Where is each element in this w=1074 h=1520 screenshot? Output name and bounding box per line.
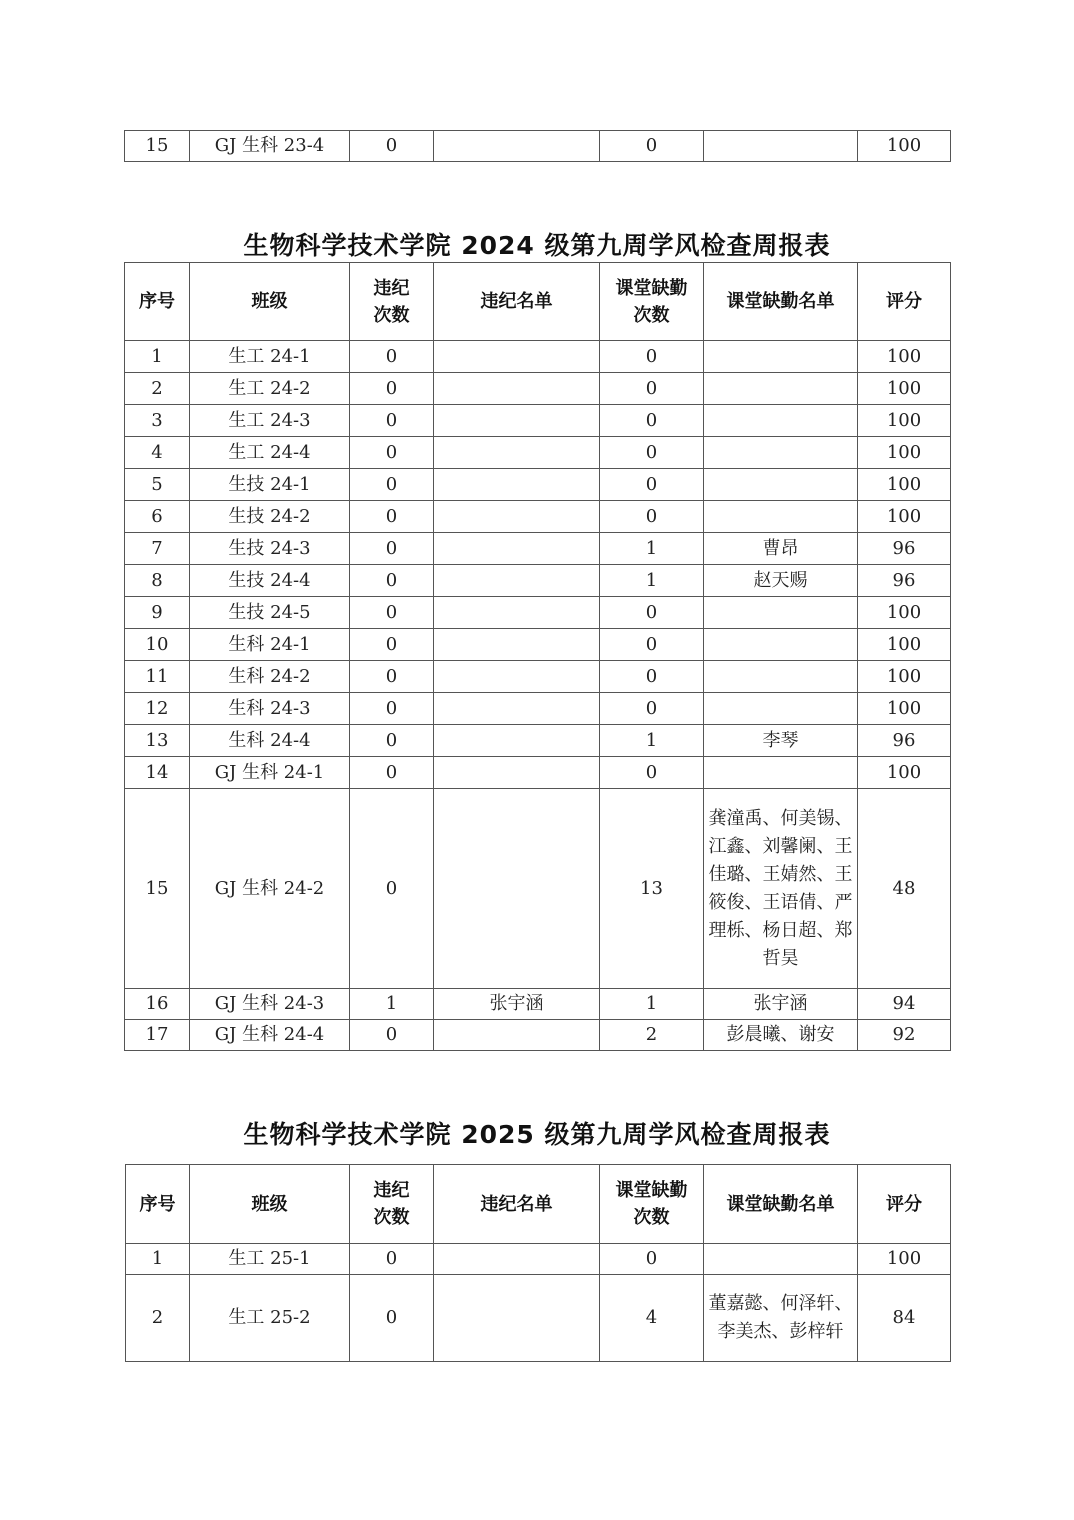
cell-absence-names (704, 629, 858, 661)
header-violations: 违纪次数 (350, 263, 434, 341)
cell-class: 生科 24-1 (190, 629, 350, 661)
cell-absences: 0 (600, 693, 704, 725)
table-row (125, 405, 951, 437)
cell-class: 生技 24-4 (190, 565, 350, 597)
table-row (126, 1275, 951, 1362)
header-index: 序号 (125, 263, 190, 341)
cell-index: 14 (125, 757, 190, 789)
cell-violations: 0 (350, 437, 434, 469)
cell-score: 100 (858, 405, 951, 437)
cell-violations: 0 (350, 565, 434, 597)
cell-violation-names (434, 597, 600, 629)
cell-absences: 0 (600, 629, 704, 661)
cell-score: 94 (858, 989, 951, 1020)
header-absences: 课堂缺勤次数 (600, 1165, 704, 1244)
cell-violations: 0 (350, 789, 434, 989)
cell-violations: 0 (350, 131, 434, 162)
table-row (126, 1244, 951, 1275)
cell-violations: 0 (350, 1244, 434, 1275)
header-violation-names: 违纪名单 (434, 1165, 600, 1244)
cell-absence-names (704, 501, 858, 533)
cell-absence-names (704, 131, 858, 162)
cell-violation-names (434, 661, 600, 693)
cell-violation-names (434, 789, 600, 989)
cell-absence-names: 龚潼禹、何美锡、江鑫、刘馨阑、王佳璐、王婧然、王筱俊、王语倩、严理栎、杨日超、郑哲昊 (704, 789, 858, 989)
cell-absences: 4 (600, 1275, 704, 1362)
cell-index: 7 (125, 533, 190, 565)
cell-violation-names (434, 1244, 600, 1275)
table-row (125, 661, 951, 693)
table-row (125, 693, 951, 725)
cell-violation-names (434, 373, 600, 405)
cell-absence-names: 张宇涵 (704, 989, 858, 1020)
cell-class: 生工 24-4 (190, 437, 350, 469)
cell-index: 2 (125, 373, 190, 405)
cell-class: 生技 24-1 (190, 469, 350, 501)
header-violations: 违纪次数 (350, 1165, 434, 1244)
cell-score: 100 (858, 757, 951, 789)
header-row (125, 263, 951, 341)
cell-violation-names (434, 501, 600, 533)
cell-violations: 0 (350, 725, 434, 757)
cell-class: 生工 24-2 (190, 373, 350, 405)
cell-absences: 0 (600, 501, 704, 533)
cell-absences: 0 (600, 1244, 704, 1275)
cell-index: 8 (125, 565, 190, 597)
cell-absence-names (704, 437, 858, 469)
table-row (125, 597, 951, 629)
table-row (125, 501, 951, 533)
cell-violation-names (434, 725, 600, 757)
table-row (125, 373, 951, 405)
cell-score: 100 (858, 373, 951, 405)
cell-absence-names (704, 597, 858, 629)
table-row (125, 629, 951, 661)
header-row (126, 1165, 951, 1244)
cell-absences: 1 (600, 565, 704, 597)
cell-absences: 0 (600, 661, 704, 693)
cell-violations: 0 (350, 469, 434, 501)
cell-score: 84 (858, 1275, 951, 1362)
cell-absence-names (704, 373, 858, 405)
table-2025-title: 生物科学技术学院 2025 级第九周学风检查周报表 (243, 1120, 831, 1149)
cell-absence-names: 赵天赐 (704, 565, 858, 597)
header-score: 评分 (858, 263, 951, 341)
cell-absences: 2 (600, 1020, 704, 1051)
cell-absence-names (704, 405, 858, 437)
cell-violations: 0 (350, 341, 434, 373)
cell-absences: 0 (600, 373, 704, 405)
cell-class: 生技 24-5 (190, 597, 350, 629)
cell-absence-names (704, 661, 858, 693)
cell-violations: 0 (350, 661, 434, 693)
cell-class: 生工 25-2 (190, 1275, 350, 1362)
cell-violations: 0 (350, 693, 434, 725)
cell-index: 17 (125, 1020, 190, 1051)
cell-violation-names (434, 757, 600, 789)
cell-score: 96 (858, 725, 951, 757)
cell-score: 100 (858, 437, 951, 469)
cell-index: 3 (125, 405, 190, 437)
cell-class: GJ 生科 24-1 (190, 757, 350, 789)
cell-violations: 0 (350, 501, 434, 533)
cell-absences: 0 (600, 757, 704, 789)
header-absence-names: 课堂缺勤名单 (704, 263, 858, 341)
cell-index: 13 (125, 725, 190, 757)
cell-score: 92 (858, 1020, 951, 1051)
cell-class: GJ 生科 23-4 (190, 131, 350, 162)
cell-violation-names (434, 533, 600, 565)
cell-score: 96 (858, 533, 951, 565)
cell-absences: 1 (600, 533, 704, 565)
cell-violation-names (434, 437, 600, 469)
cell-class: GJ 生科 24-4 (190, 1020, 350, 1051)
cell-class: 生技 24-2 (190, 501, 350, 533)
table-row (125, 565, 951, 597)
cell-index: 11 (125, 661, 190, 693)
cell-violation-names (434, 405, 600, 437)
table-2025 (125, 1164, 951, 1362)
cell-violations: 0 (350, 405, 434, 437)
cell-violation-names (434, 341, 600, 373)
cell-index: 9 (125, 597, 190, 629)
cell-score: 96 (858, 565, 951, 597)
cell-index: 15 (125, 789, 190, 989)
cell-violation-names (434, 693, 600, 725)
cell-absences: 1 (600, 725, 704, 757)
cell-absence-names (704, 757, 858, 789)
cell-violation-names (434, 629, 600, 661)
cell-index: 1 (125, 341, 190, 373)
cell-absences: 0 (600, 405, 704, 437)
table-row (125, 533, 951, 565)
cell-absences: 0 (600, 341, 704, 373)
cell-absences: 0 (600, 437, 704, 469)
cell-class: 生工 24-3 (190, 405, 350, 437)
cell-absence-names: 彭晨曦、谢安 (704, 1020, 858, 1051)
header-class: 班级 (190, 263, 350, 341)
cell-absence-names: 曹昂 (704, 533, 858, 565)
cell-index: 6 (125, 501, 190, 533)
cell-absences: 1 (600, 989, 704, 1020)
cell-violations: 0 (350, 533, 434, 565)
cell-class: 生科 24-2 (190, 661, 350, 693)
cell-class: 生科 24-4 (190, 725, 350, 757)
cell-violation-names: 张宇涵 (434, 989, 600, 1020)
cell-violations: 0 (350, 757, 434, 789)
cell-absences: 13 (600, 789, 704, 989)
cell-violations: 1 (350, 989, 434, 1020)
header-class: 班级 (190, 1165, 350, 1244)
cell-index: 16 (125, 989, 190, 1020)
cell-absence-names: 李琴 (704, 725, 858, 757)
cell-score: 100 (858, 693, 951, 725)
cell-score: 100 (858, 597, 951, 629)
cell-violation-names (434, 469, 600, 501)
cell-index: 5 (125, 469, 190, 501)
cell-class: GJ 生科 24-3 (190, 989, 350, 1020)
cell-violation-names (434, 565, 600, 597)
table-row (125, 1020, 951, 1051)
cell-score: 100 (858, 469, 951, 501)
cell-absence-names: 董嘉懿、何泽轩、李美杰、彭梓轩 (704, 1275, 858, 1362)
table-row (125, 437, 951, 469)
cell-score: 100 (858, 131, 951, 162)
cell-score: 100 (858, 1244, 951, 1275)
cell-absence-names (704, 1244, 858, 1275)
cell-index: 4 (125, 437, 190, 469)
table-2023-continued (124, 130, 951, 162)
cell-score: 100 (858, 341, 951, 373)
table-row (125, 341, 951, 373)
cell-class: 生技 24-3 (190, 533, 350, 565)
cell-score: 100 (858, 661, 951, 693)
cell-violations: 0 (350, 1020, 434, 1051)
table-row (125, 469, 951, 501)
table-row (125, 757, 951, 789)
cell-index: 2 (126, 1275, 190, 1362)
cell-absences: 0 (600, 131, 704, 162)
cell-score: 48 (858, 789, 951, 989)
cell-absences: 0 (600, 469, 704, 501)
table-row (125, 725, 951, 757)
cell-violations: 0 (350, 1275, 434, 1362)
cell-index: 12 (125, 693, 190, 725)
cell-class: GJ 生科 24-2 (190, 789, 350, 989)
header-index: 序号 (126, 1165, 190, 1244)
cell-violation-names (434, 1020, 600, 1051)
cell-class: 生工 25-1 (190, 1244, 350, 1275)
header-score: 评分 (858, 1165, 951, 1244)
cell-absence-names (704, 693, 858, 725)
cell-absence-names (704, 469, 858, 501)
table-2024 (124, 262, 951, 1051)
header-violation-names: 违纪名单 (434, 263, 600, 341)
cell-violation-names (434, 131, 600, 162)
cell-violation-names (434, 1275, 600, 1362)
table-2024-title: 生物科学技术学院 2024 级第九周学风检查周报表 (243, 231, 831, 260)
cell-index: 1 (126, 1244, 190, 1275)
header-absences: 课堂缺勤次数 (600, 263, 704, 341)
table-row (125, 789, 951, 989)
cell-class: 生工 24-1 (190, 341, 350, 373)
cell-absence-names (704, 341, 858, 373)
cell-violations: 0 (350, 373, 434, 405)
table-row (125, 131, 951, 162)
cell-class: 生科 24-3 (190, 693, 350, 725)
cell-violations: 0 (350, 629, 434, 661)
cell-absences: 0 (600, 597, 704, 629)
cell-score: 100 (858, 629, 951, 661)
table-row (125, 989, 951, 1020)
cell-index: 10 (125, 629, 190, 661)
cell-index: 15 (125, 131, 190, 162)
cell-score: 100 (858, 501, 951, 533)
header-absence-names: 课堂缺勤名单 (704, 1165, 858, 1244)
cell-violations: 0 (350, 597, 434, 629)
